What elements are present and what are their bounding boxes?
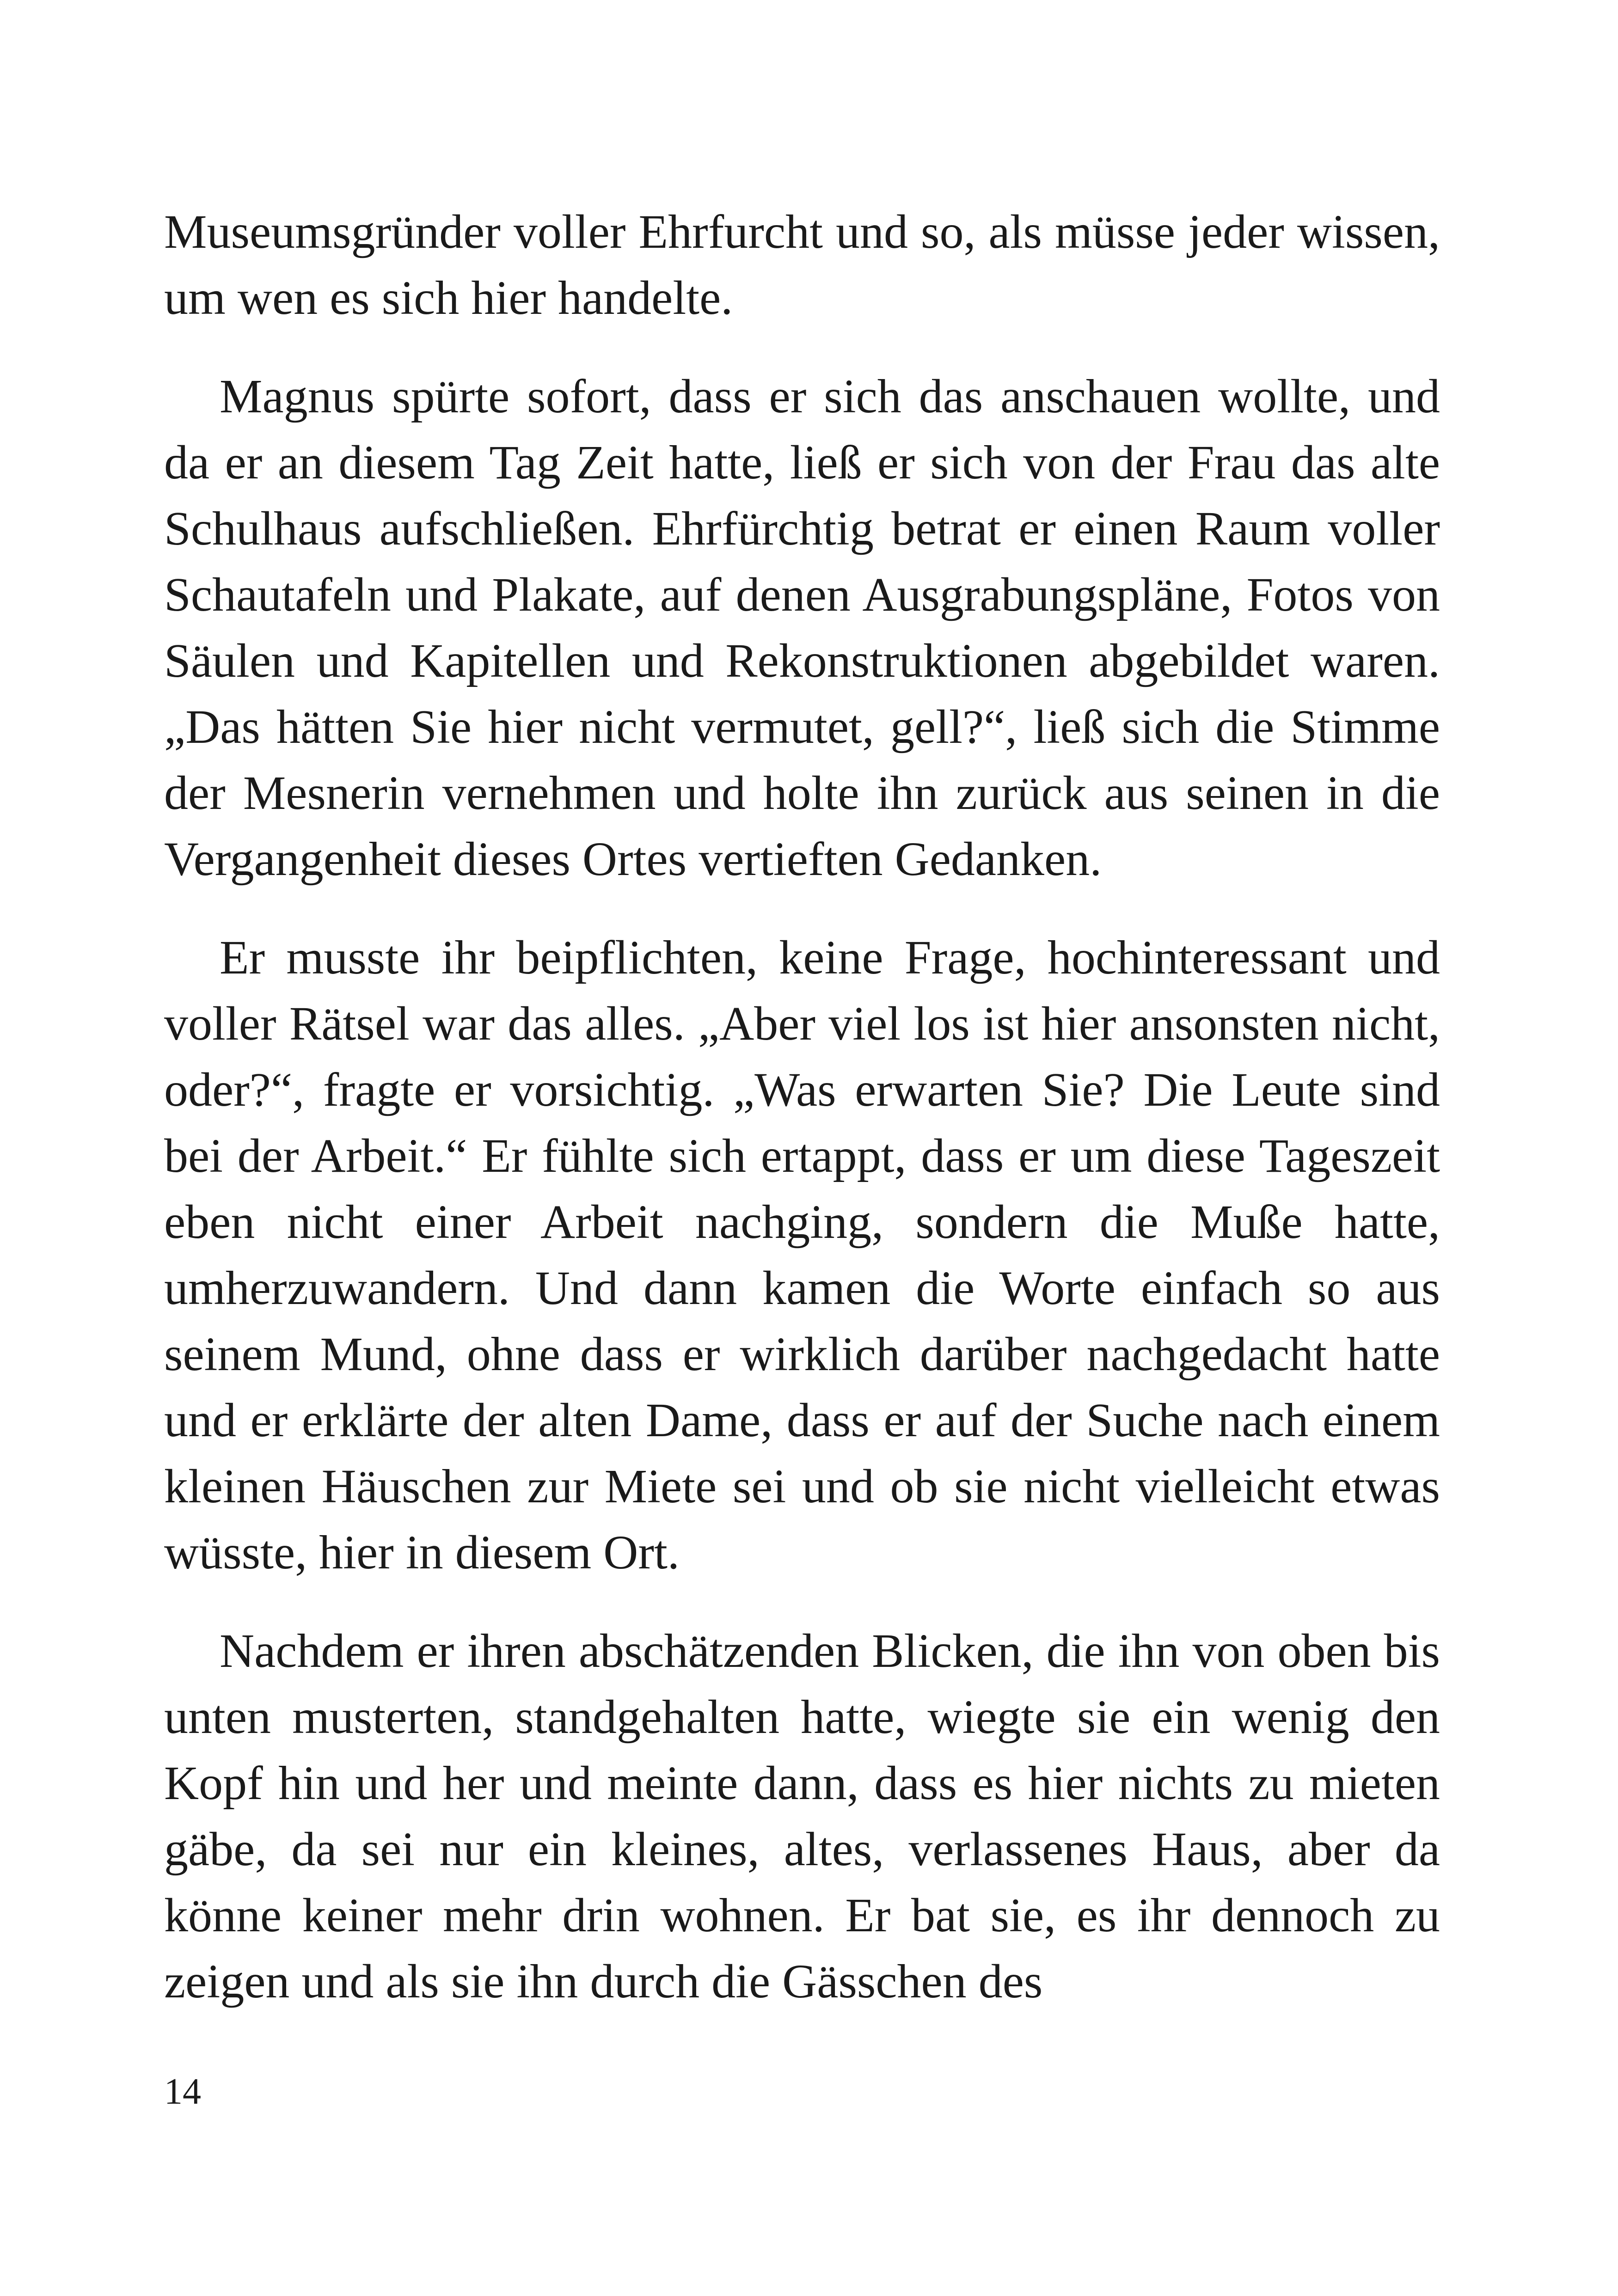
paragraph: Nachdem er ihren abschätzenden Blicken, die ihn von oben bis unten musterten, standgehalten hatte, wiegte sie ein wenig den Kopf hin und her und meinte dann, dass es hier nichts zu mieten gäbe, da sei nur ein kleines, altes, verlassenes Haus, aber da könne keiner mehr drin wohnen. Er bat sie, es ihr dennoch zu zeigen und als sie ihn durch die Gässchen des: [164, 1624, 1440, 2008]
page-number: 14: [164, 2071, 201, 2112]
body-text: [164, 199, 1440, 2047]
paragraph: Magnus spürte sofort, dass er sich das anschauen wollte, und da er an diesem Tag Zeit hatte, ließ er sich von der Frau das alte Schulhaus aufschließen. Ehrfürchtig betrat er einen Raum voller Schautafeln und Plakate, auf denen Ausgrabungspläne, Fotos von Säulen und Kapitellen und Rekonstruktionen abgebildet waren. „Das hätten Sie hier nicht vermutet, gell?“, ließ sich die Stimme der Mesnerin vernehmen und holte ihn zurück aus seinen in die Vergangenheit dieses Ortes vertieften Gedanken.: [164, 370, 1440, 886]
paragraph: Museumsgründer voller Ehrfurcht und so, als müsse jeder wissen, um wen es sich hier handelte.: [164, 205, 1440, 325]
paragraph: Er musste ihr beipflichten, keine Frage, hochinteressant und voller Rätsel war das alles. „Aber viel los ist hier ansonsten nicht, oder?“, fragte er vorsichtig. „Was erwarten Sie? Die Leute sind bei der Arbeit.“ Er fühlte sich ertappt, dass er um diese Tageszeit eben nicht einer Arbeit nachging, sondern die Muße hatte, umherzuwandern. Und dann kamen die Worte einfach so aus seinem Mund, ohne dass er wirklich darüber nachgedacht hatte und er erklärte der alten Dame, dass er auf der Suche nach einem kleinen Häuschen zur Miete sei und ob sie nicht vielleicht etwas wüsste, hier in diesem Ort.: [164, 931, 1440, 1579]
